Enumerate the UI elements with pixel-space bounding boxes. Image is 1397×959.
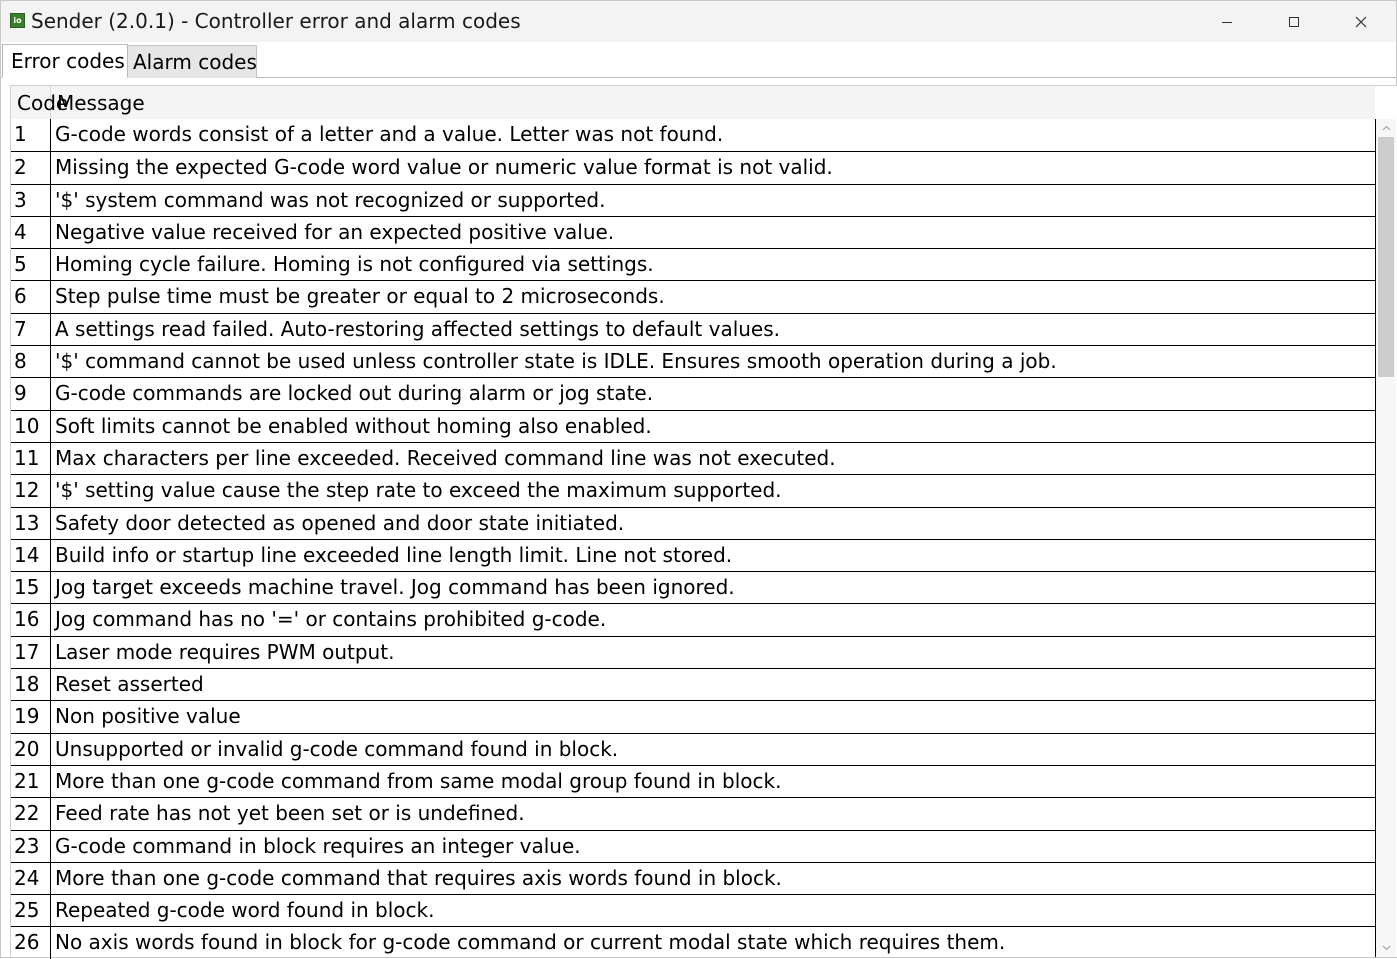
cell-code[interactable]: 11 [11, 443, 51, 474]
maximize-icon [1288, 16, 1300, 28]
cell-code[interactable]: 7 [11, 314, 51, 345]
cell-message[interactable]: A settings read failed. Auto-restoring affected settings to default values. [55, 316, 781, 341]
table-row[interactable] [11, 539, 1375, 571]
minimize-button[interactable] [1194, 1, 1260, 42]
cell-message[interactable]: Step pulse time must be greater or equal to 2 microseconds. [55, 284, 665, 309]
scroll-up-button[interactable] [1376, 119, 1396, 137]
cell-code[interactable]: 20 [11, 734, 51, 765]
table-row[interactable] [11, 765, 1375, 797]
cell-code[interactable]: 16 [11, 604, 51, 635]
table-row[interactable] [11, 442, 1375, 474]
table-row[interactable] [11, 733, 1375, 765]
table-row[interactable] [11, 571, 1375, 603]
table-row[interactable] [11, 830, 1375, 862]
cell-message[interactable]: Negative value received for an expected positive value. [55, 219, 615, 244]
grid-header [11, 86, 1375, 119]
table-row[interactable] [11, 184, 1375, 216]
cell-code[interactable]: 24 [11, 863, 51, 894]
cell-message[interactable]: No axis words found in block for g-code command or current modal state which requires them. [55, 930, 1006, 955]
cell-message[interactable]: Jog target exceeds machine travel. Jog command has been ignored. [55, 575, 735, 600]
chevron-up-icon [1382, 125, 1391, 131]
table-row[interactable] [11, 345, 1375, 377]
table-row[interactable] [11, 216, 1375, 248]
cell-message[interactable]: Jog command has no '=' or contains prohibited g-code. [55, 607, 607, 632]
cell-code[interactable]: 4 [11, 217, 51, 248]
cell-message[interactable]: Soft limits cannot be enabled without homing also enabled. [55, 413, 652, 438]
table-row[interactable] [11, 313, 1375, 345]
minimize-icon [1221, 16, 1233, 28]
close-button[interactable] [1328, 1, 1394, 42]
cell-message[interactable]: G-code commands are locked out during alarm or jog state. [55, 381, 654, 406]
tab-error-codes[interactable]: Error codes [2, 44, 128, 78]
cell-code[interactable]: 6 [11, 281, 51, 312]
table-row[interactable] [11, 280, 1375, 312]
table-row[interactable] [11, 894, 1375, 926]
table-row[interactable] [11, 474, 1375, 506]
table-row[interactable] [11, 603, 1375, 635]
title-bar[interactable] [1, 1, 1396, 42]
table-row[interactable] [11, 636, 1375, 668]
scroll-down-button[interactable] [1376, 939, 1396, 957]
cell-message[interactable]: '$' system command was not recognized or supported. [55, 187, 606, 212]
chevron-down-icon [1382, 945, 1391, 951]
cell-message[interactable]: Feed rate has not yet been set or is undefined. [55, 801, 525, 826]
maximize-button[interactable] [1261, 1, 1327, 42]
cell-message[interactable]: Homing cycle failure. Homing is not configured via settings. [55, 252, 654, 277]
cell-code[interactable]: 2 [11, 152, 51, 183]
cell-message[interactable]: '$' command cannot be used unless controller state is IDLE. Ensures smooth operation during a job. [55, 349, 1057, 374]
column-header-message[interactable]: Message [57, 91, 145, 115]
table-row[interactable] [11, 862, 1375, 894]
cell-message[interactable]: More than one g-code command from same modal group found in block. [55, 768, 782, 793]
table-row[interactable] [11, 410, 1375, 442]
table-row[interactable] [11, 668, 1375, 700]
grid-rows [11, 119, 1375, 959]
cell-code[interactable]: 1 [11, 119, 51, 151]
cell-code[interactable]: 17 [11, 637, 51, 668]
cell-message[interactable]: More than one g-code command that requires axis words found in block. [55, 865, 782, 890]
cell-code[interactable]: 25 [11, 895, 51, 926]
table-row[interactable] [11, 377, 1375, 409]
cell-message[interactable]: Build info or startup line exceeded line length limit. Line not stored. [55, 542, 733, 567]
cell-message[interactable]: Repeated g-code word found in block. [55, 898, 435, 923]
table-row[interactable] [11, 926, 1375, 958]
cell-code[interactable]: 14 [11, 540, 51, 571]
tab-alarm-codes[interactable]: Alarm codes [127, 45, 257, 78]
app-icon: io [10, 13, 25, 28]
cell-code[interactable]: 15 [11, 572, 51, 603]
table-row[interactable] [11, 151, 1375, 183]
cell-message[interactable]: G-code command in block requires an integer value. [55, 833, 581, 858]
window-title: Sender (2.0.1) - Controller error and alarm codes [31, 9, 521, 33]
cell-code[interactable]: 22 [11, 798, 51, 829]
cell-message[interactable]: '$' setting value cause the step rate to exceed the maximum supported. [55, 478, 782, 503]
cell-message[interactable]: Missing the expected G-code word value or numeric value format is not valid. [55, 155, 833, 180]
table-row[interactable] [11, 248, 1375, 280]
cell-code[interactable]: 3 [11, 185, 51, 216]
cell-message[interactable]: G-code words consist of a letter and a value. Letter was not found. [55, 122, 724, 146]
table-row[interactable] [11, 797, 1375, 829]
cell-message[interactable]: Non positive value [55, 704, 241, 729]
cell-code[interactable]: 9 [11, 378, 51, 409]
cell-message[interactable]: Unsupported or invalid g-code command found in block. [55, 736, 619, 761]
cell-code[interactable]: 10 [11, 411, 51, 442]
cell-code[interactable]: 13 [11, 508, 51, 539]
vertical-scrollbar[interactable] [1376, 119, 1396, 957]
column-header-code[interactable]: Code [11, 86, 51, 119]
cell-code[interactable]: 12 [11, 475, 51, 506]
table-row[interactable] [11, 119, 1375, 151]
cell-code[interactable]: 23 [11, 831, 51, 862]
cell-code[interactable]: 21 [11, 766, 51, 797]
cell-message[interactable]: Safety door detected as opened and door state initiated. [55, 510, 625, 535]
scrollbar-thumb[interactable] [1378, 137, 1394, 377]
table-row[interactable] [11, 507, 1375, 539]
error-codes-grid[interactable] [10, 85, 1397, 957]
cell-code[interactable]: 18 [11, 669, 51, 700]
close-icon [1355, 16, 1367, 28]
cell-code[interactable]: 5 [11, 249, 51, 280]
cell-code[interactable]: 8 [11, 346, 51, 377]
cell-message[interactable]: Max characters per line exceeded. Received command line was not executed. [55, 445, 836, 470]
cell-code[interactable]: 19 [11, 701, 51, 732]
table-row[interactable] [11, 700, 1375, 732]
cell-message[interactable]: Laser mode requires PWM output. [55, 639, 395, 664]
cell-code[interactable]: 26 [11, 927, 51, 958]
cell-message[interactable]: Reset asserted [55, 672, 204, 697]
